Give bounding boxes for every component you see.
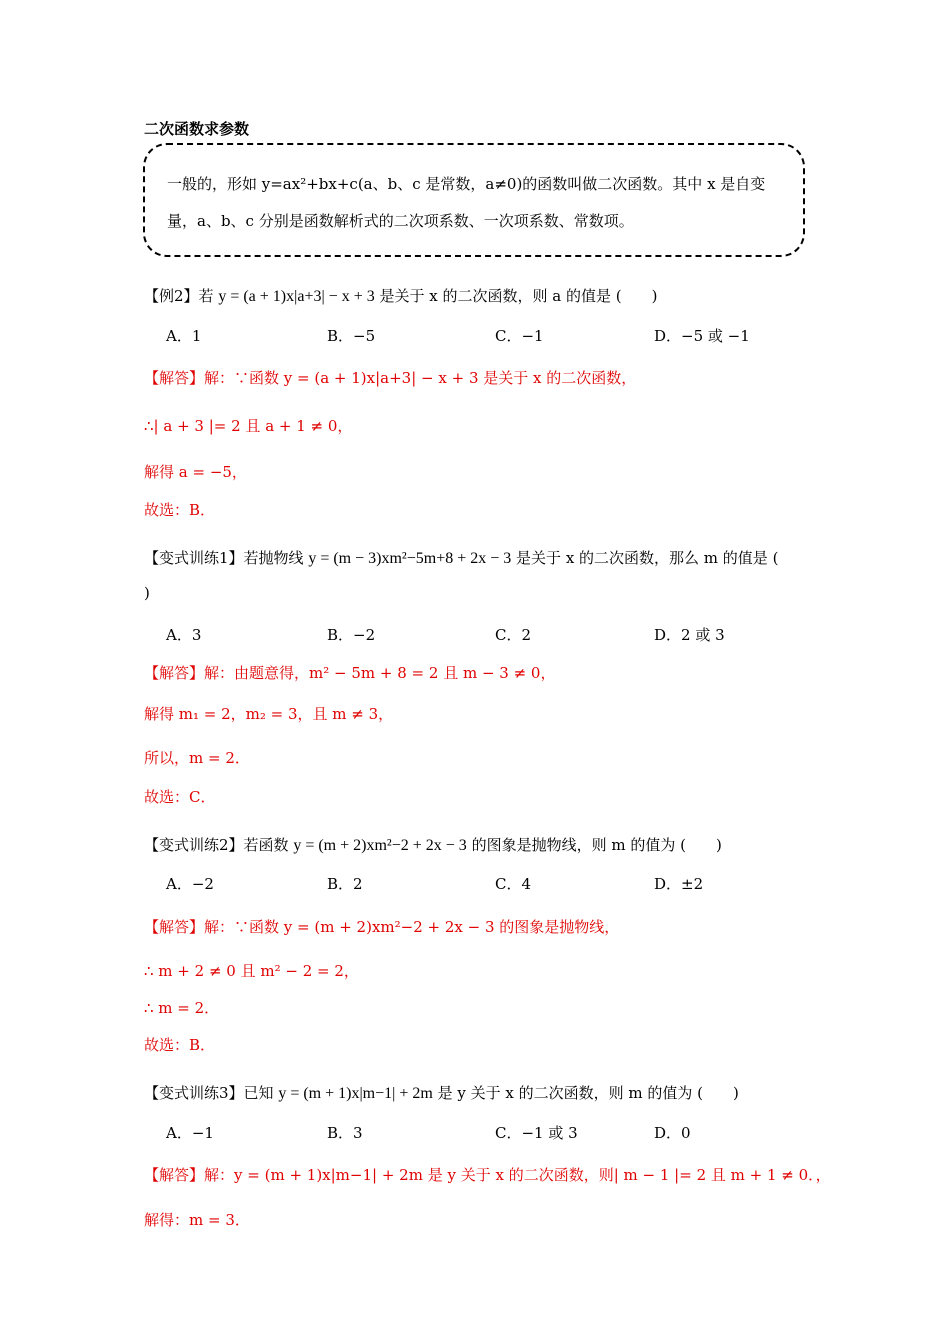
example2-option-c: C．−1	[495, 327, 544, 345]
v3-answer-2: 解得：m = 3．	[144, 1211, 250, 1229]
v1-text: 是关于 x 的二次函数，那么 m 的值是	[516, 549, 768, 567]
v2-answer-label: 【解答】	[144, 918, 205, 936]
v3-answer-label: 【解答】	[144, 1166, 205, 1184]
example2-question	[144, 285, 657, 306]
v3-paren: ( )	[697, 1084, 739, 1102]
v1-option-b: B．−2	[327, 626, 376, 644]
example2-option-d: D．−5 或 −1	[654, 327, 750, 345]
example2-answer-1	[144, 367, 636, 388]
example2-answer-4: 故选：B．	[144, 501, 216, 519]
v3-question	[144, 1082, 739, 1103]
v1-option-d: D．2 或 3	[654, 626, 725, 644]
v1-label: 【变式训练1】若抛物线	[144, 549, 304, 567]
v1-option-c: C．2	[495, 626, 532, 644]
v3-formula: y = (m + 1)x|m−1| + 2m	[278, 1085, 433, 1102]
v1-answer-text-1: 解：由题意得，m² − 5m + 8 = 2 且 m − 3 ≠ 0，	[204, 664, 556, 682]
v1-answer-label: 【解答】	[144, 664, 205, 682]
v1-question	[144, 547, 778, 568]
example2-answer-text-1: 解：∵函数 y = (a + 1)x|a+3| − x + 3 是关于 x 的二次函数，	[204, 369, 637, 387]
v2-paren: ( )	[680, 836, 722, 854]
v3-option-b: B．3	[327, 1124, 363, 1142]
v1-answer-2: 解得 m₁ = 2，m₂ = 3，且 m ≠ 3，	[144, 705, 394, 723]
example2-answer-2: ∴| a + 3 |= 2 且 a + 1 ≠ 0，	[144, 417, 353, 435]
v2-answer-2: ∴ m + 2 ≠ 0 且 m² − 2 = 2，	[144, 962, 359, 980]
v2-option-c: C．4	[495, 875, 532, 893]
v1-option-a: A．3	[166, 626, 202, 644]
v3-text: 是 y 关于 x 的二次函数，则 m 的值为	[437, 1084, 693, 1102]
v2-option-b: B．2	[327, 875, 363, 893]
v1-paren-open: (	[772, 549, 779, 567]
v2-answer-4: 故选：B．	[144, 1036, 216, 1054]
v2-option-d: D．±2	[654, 875, 704, 893]
example2-formula: y = (a + 1)x|a+3| − x + 3	[218, 288, 375, 305]
example2-answer-3: 解得 a = −5，	[144, 463, 247, 481]
v2-option-a: A．−2	[166, 875, 214, 893]
v2-question	[144, 834, 722, 855]
v2-formula: y = (m + 2)xm²−2 + 2x − 3	[293, 837, 467, 854]
v3-answer-text-1: 解：y = (m + 1)x|m−1| + 2m 是 y 关于 x 的二次函数，则| m − 1 |= 2 且 m + 1 ≠ 0．，	[204, 1166, 831, 1184]
v3-option-a: A．−1	[166, 1124, 214, 1142]
v3-option-c: C．−1 或 3	[495, 1124, 578, 1142]
v3-answer-1	[144, 1164, 831, 1185]
example2-option-a: A．1	[166, 327, 202, 345]
v3-option-d: D．0	[654, 1124, 691, 1142]
v2-answer-1	[144, 916, 619, 937]
v1-answer-1	[144, 662, 555, 683]
example2-paren: ( )	[615, 287, 658, 305]
v1-answer-4: 故选：C．	[144, 788, 216, 806]
section-title: 二次函数求参数	[144, 120, 250, 138]
v2-answer-text-1: 解：∵函数 y = (m + 2)xm²−2 + 2x − 3 的图象是抛物线，	[204, 918, 620, 936]
definition-line-1: 一般的，形如 y=ax²+bx+c(a、b、c 是常数，a≠0)的函数叫做二次函数。其中 x 是自变	[167, 175, 766, 193]
v2-label: 【变式训练2】若函数	[144, 836, 289, 854]
v1-answer-3: 所以，m = 2．	[144, 749, 250, 767]
example2-label: 【例2】若	[144, 287, 214, 305]
v1-formula: y = (m − 3)xm²−5m+8 + 2x − 3	[308, 550, 512, 567]
v3-label: 【变式训练3】已知	[144, 1084, 274, 1102]
definition-box	[143, 143, 805, 257]
example2-text: 是关于 x 的二次函数，则 a 的值是	[379, 287, 611, 305]
example2-option-b: B．−5	[327, 327, 376, 345]
v1-paren-close: )	[144, 584, 150, 602]
v2-text: 的图象是抛物线，则 m 的值为	[471, 836, 676, 854]
definition-line-2: 量，a、b、c 分别是函数解析式的二次项系数、一次项系数、常数项。	[167, 212, 634, 230]
v2-answer-3: ∴ m = 2．	[144, 999, 220, 1017]
example2-answer-label: 【解答】	[144, 369, 205, 387]
